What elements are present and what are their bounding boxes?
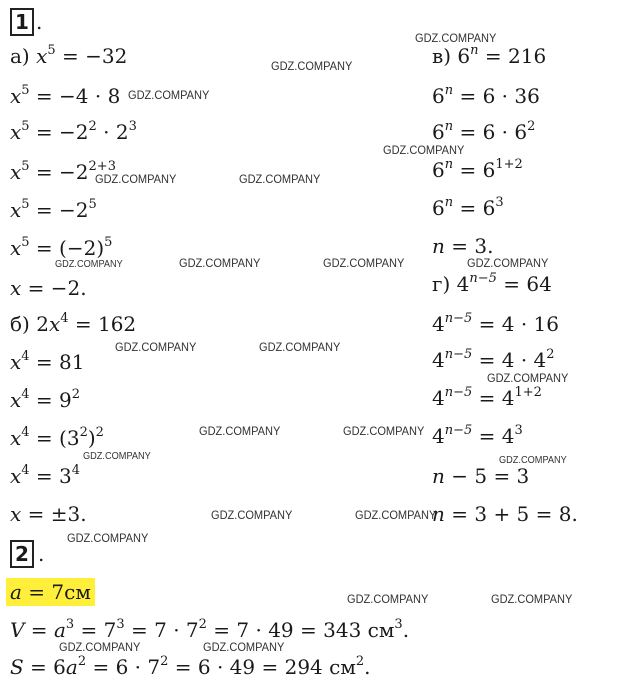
- equation-part: 4: [432, 348, 445, 372]
- equation-part: 6: [432, 158, 445, 182]
- equation-part: 3: [514, 423, 523, 438]
- equation-part: x: [10, 236, 22, 260]
- equation-part: = 6 · 6: [453, 120, 528, 144]
- equation-part: 4: [71, 463, 81, 478]
- equation-part: = 3.: [444, 234, 494, 258]
- watermark: GDZ.COMPANY: [355, 508, 437, 522]
- watermark: GDZ.COMPANY: [383, 143, 465, 157]
- equation-line: [432, 502, 578, 526]
- equation-line: [10, 120, 137, 144]
- equation-part: n−5: [469, 271, 497, 286]
- equation-part: = 3: [29, 464, 72, 488]
- equation-part: 5: [21, 197, 30, 212]
- volume-formula: $V = a^3 = 7^3 = 7 \cdot 7^2 = 7 \cdot 49 = 343$ $см^3$.: [10, 617, 410, 642]
- equation-part: = 6: [453, 158, 496, 182]
- equation-part: = −2.: [21, 276, 87, 300]
- equation-part: = 3 + 5 = 8.: [444, 502, 578, 526]
- equation-part: 4: [432, 386, 445, 410]
- equation-part: = 6: [453, 196, 496, 220]
- equation-part: 5: [21, 119, 30, 134]
- equation-part: 5: [104, 235, 113, 250]
- equation-part: 5: [47, 43, 56, 58]
- equation-part: ): [87, 426, 96, 450]
- equation-part: n: [432, 464, 445, 488]
- equation-part: 2: [71, 387, 81, 402]
- watermark: GDZ.COMPANY: [211, 508, 293, 522]
- equation-part: · 2: [96, 120, 129, 144]
- equation-part: x: [10, 276, 22, 300]
- equation-part: = 216: [478, 44, 547, 68]
- watermark: GDZ.COMPANY: [323, 256, 405, 270]
- watermark: GDZ.COMPANY: [179, 256, 261, 270]
- equation-part: а): [10, 44, 37, 68]
- watermark: GDZ.COMPANY: [487, 371, 569, 385]
- equation-line: [10, 502, 87, 526]
- equation-part: x: [48, 312, 61, 336]
- equation-part: x: [10, 198, 22, 222]
- watermark: GDZ.COMPANY: [347, 592, 429, 606]
- equation-part: − 5 = 3: [444, 464, 530, 488]
- equation-part: x: [36, 44, 48, 68]
- equation-part: = (3: [29, 426, 80, 450]
- equation-part: x: [10, 84, 22, 108]
- equation-part: 2+3: [88, 159, 116, 174]
- equation-part: 5: [21, 159, 30, 174]
- watermark: GDZ.COMPANY: [239, 172, 321, 186]
- equation-part: n−5: [444, 385, 473, 400]
- watermark: GDZ.COMPANY: [115, 340, 197, 354]
- equation-part: 2: [95, 425, 104, 440]
- equation-line: [432, 272, 552, 296]
- equation-part: 4: [21, 349, 30, 364]
- equation-part: 1+2: [514, 385, 542, 400]
- equation-line: [10, 464, 80, 488]
- equation-part: = −2: [29, 160, 89, 184]
- equation-part: = −2: [29, 120, 89, 144]
- watermark: GDZ.COMPANY: [83, 451, 151, 462]
- equation-part: = −4 · 8: [29, 84, 121, 108]
- equation-part: n: [470, 43, 479, 58]
- equation-part: = ±3.: [21, 502, 87, 526]
- equation-part: 6: [432, 84, 445, 108]
- equation-part: x: [10, 426, 22, 450]
- equation-part: n: [432, 502, 445, 526]
- task-number-dot: .: [38, 542, 45, 566]
- equation-line: [10, 388, 80, 412]
- watermark: GDZ.COMPANY: [203, 640, 285, 654]
- equation-part: = 4 · 4: [472, 348, 547, 372]
- equation-part: x: [10, 464, 22, 488]
- equation-part: 3: [495, 195, 504, 210]
- equation-line: [10, 350, 84, 374]
- watermark: GDZ.COMPANY: [415, 31, 497, 45]
- equation-line: [432, 84, 540, 108]
- given-highlight: a = 7см: [6, 578, 95, 606]
- area-formula: $S = 6a^2 = 6 \cdot 7^2 = 6 \cdot 49 = 294$ $см^2$.: [10, 654, 371, 679]
- equation-part: 2: [88, 119, 97, 134]
- watermark: GDZ.COMPANY: [259, 340, 341, 354]
- equation-line: [10, 276, 87, 300]
- equation-line: [432, 312, 559, 336]
- equation-part: 6: [432, 120, 445, 144]
- equation-line: [10, 236, 112, 260]
- equation-part: = 162: [68, 312, 137, 336]
- equation-part: 4: [432, 312, 445, 336]
- equation-part: = 4 · 16: [472, 312, 559, 336]
- task-number-2: 2: [10, 540, 34, 568]
- watermark: GDZ.COMPANY: [499, 455, 567, 466]
- equation-line: [432, 424, 523, 448]
- equation-part: n: [444, 119, 454, 134]
- equation-part: г) 4: [432, 272, 470, 296]
- equation-line: [10, 84, 120, 108]
- equation-part: в) 6: [432, 44, 471, 68]
- equation-part: = 64: [496, 272, 552, 296]
- equation-line: [432, 196, 504, 220]
- equation-part: б) 2: [10, 312, 49, 336]
- equation-part: = −2: [29, 198, 89, 222]
- watermark: GDZ.COMPANY: [199, 424, 281, 438]
- equation-part: 5: [21, 235, 30, 250]
- equation-part: = 4: [472, 424, 515, 448]
- equation-part: n−5: [444, 423, 473, 438]
- equation-line: [432, 44, 546, 68]
- task-number-1: 1: [10, 8, 34, 36]
- equation-part: n: [444, 195, 454, 210]
- watermark: GDZ.COMPANY: [128, 88, 210, 102]
- equation-part: 3: [128, 119, 137, 134]
- equation-part: 5: [88, 197, 97, 212]
- equation-part: n−5: [444, 347, 473, 362]
- equation-part: n: [444, 157, 454, 172]
- equation-part: n: [432, 234, 445, 258]
- given-line: [10, 580, 95, 604]
- equation-part: 2: [79, 425, 88, 440]
- equation-part: 4: [60, 311, 69, 326]
- equation-line: [10, 312, 136, 336]
- equation-part: = 81: [29, 350, 85, 374]
- watermark: GDZ.COMPANY: [343, 424, 425, 438]
- equation-part: = −32: [55, 44, 128, 68]
- equation-part: 4: [21, 425, 30, 440]
- equation-part: n−5: [444, 311, 473, 326]
- equation-part: 4: [21, 463, 30, 478]
- equation-part: = 6 · 36: [453, 84, 540, 108]
- equation-part: = (−2): [29, 236, 105, 260]
- watermark: GDZ.COMPANY: [491, 592, 573, 606]
- watermark: GDZ.COMPANY: [95, 172, 177, 186]
- equation-line: [432, 386, 542, 410]
- watermark: GDZ.COMPANY: [67, 531, 149, 545]
- equation-part: x: [10, 120, 22, 144]
- equation-line: [432, 158, 523, 182]
- equation-line: [10, 198, 97, 222]
- equation-part: x: [10, 350, 22, 374]
- equation-part: x: [10, 388, 22, 412]
- equation-part: 6: [432, 196, 445, 220]
- equation-part: x: [10, 502, 22, 526]
- watermark: GDZ.COMPANY: [59, 640, 141, 654]
- equation-part: 4: [432, 424, 445, 448]
- equation-part: 4: [21, 387, 30, 402]
- watermark: GDZ.COMPANY: [55, 259, 123, 270]
- equation-part: x: [10, 160, 22, 184]
- equation-part: 5: [21, 83, 30, 98]
- watermark: GDZ.COMPANY: [271, 59, 353, 73]
- equation-line: [432, 120, 535, 144]
- watermark: GDZ.COMPANY: [467, 256, 549, 270]
- equation-line: [10, 426, 104, 450]
- equation-part: = 9: [29, 388, 72, 412]
- equation-line: [432, 348, 555, 372]
- equation-line: [10, 44, 127, 68]
- equation-part: 1+2: [495, 157, 523, 172]
- equation-line: [432, 234, 493, 258]
- equation-part: 2: [546, 347, 555, 362]
- equation-part: 2: [527, 119, 536, 134]
- equation-part: = 4: [472, 386, 515, 410]
- task-number-dot: .: [36, 10, 43, 34]
- equation-line: [432, 464, 529, 488]
- equation-part: n: [444, 83, 454, 98]
